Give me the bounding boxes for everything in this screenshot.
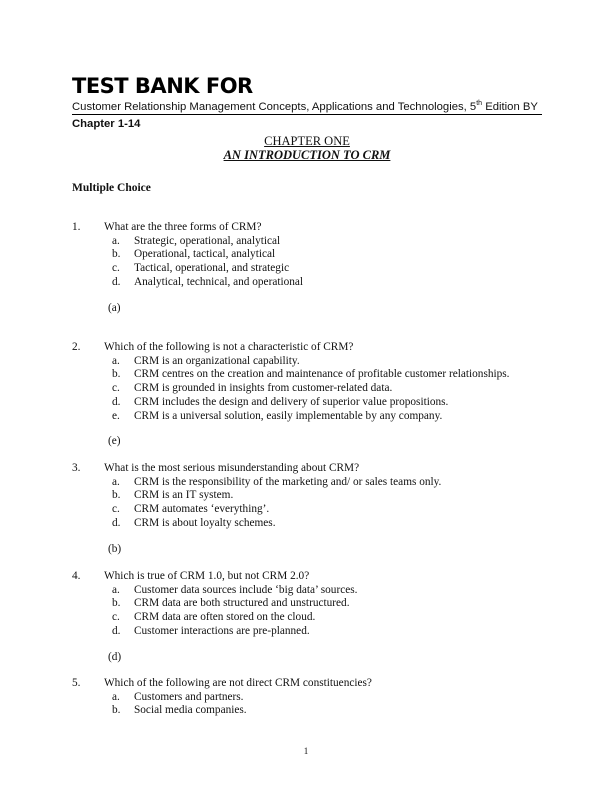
chapter-number: CHAPTER ONE xyxy=(264,134,350,148)
option-letter: b. xyxy=(112,489,121,502)
question-number: 2. xyxy=(72,341,81,353)
option-item xyxy=(72,584,542,598)
edition-superscript: th xyxy=(476,100,483,107)
option-item xyxy=(72,382,542,396)
option-item xyxy=(72,368,542,382)
chapter-title: AN INTRODUCTION TO CRM xyxy=(223,148,391,162)
option-letter: c. xyxy=(112,382,120,395)
option-text: CRM data are often stored on the cloud. xyxy=(134,611,316,624)
option-item xyxy=(72,396,542,410)
question-text: What is the most serious misunderstanding about CRM? xyxy=(104,462,360,474)
question-number: 1. xyxy=(72,221,81,233)
option-letter: a. xyxy=(112,475,120,488)
option-text: Social media companies. xyxy=(134,704,247,717)
option-list xyxy=(72,235,542,290)
subtitle-tail: Edition BY xyxy=(482,100,538,113)
question-1 xyxy=(72,221,542,315)
option-item xyxy=(72,476,542,490)
question-5 xyxy=(72,677,542,718)
option-item xyxy=(72,276,542,290)
question-4 xyxy=(72,570,542,664)
option-text: CRM centres on the creation and maintenance of profitable customer relationships. xyxy=(134,368,510,381)
option-text: Customer data sources include ‘big data’ sources. xyxy=(134,583,358,596)
option-item xyxy=(72,625,542,639)
option-item xyxy=(72,355,542,369)
chapter-range: Chapter 1-14 xyxy=(72,118,141,130)
option-text: CRM includes the design and delivery of superior value propositions. xyxy=(134,395,449,408)
option-item xyxy=(72,410,542,424)
option-text: CRM data are both structured and unstructured. xyxy=(134,597,350,610)
option-item xyxy=(72,517,542,531)
option-letter: d. xyxy=(112,275,121,288)
question-text: Which of the following are not direct CRM constituencies? xyxy=(104,677,372,689)
option-list xyxy=(72,476,542,531)
option-text: Customer interactions are pre-planned. xyxy=(134,624,310,637)
subtitle-text: Customer Relationship Management Concepts, Applications and Technologies, 5 xyxy=(72,100,477,113)
option-item xyxy=(72,235,542,249)
option-item xyxy=(72,248,542,262)
option-text: Customers and partners. xyxy=(134,690,244,703)
option-text: Operational, tactical, analytical xyxy=(134,248,276,261)
option-text: Strategic, operational, analytical xyxy=(134,234,281,247)
answer-key: (b) xyxy=(108,542,122,555)
answer-key: (e) xyxy=(108,435,121,448)
option-letter: a. xyxy=(112,583,120,596)
header-divider xyxy=(72,114,542,115)
book-subtitle xyxy=(72,100,542,113)
option-text: CRM is an organizational capability. xyxy=(134,354,300,367)
option-letter: b. xyxy=(112,597,121,610)
option-item xyxy=(72,611,542,625)
option-list xyxy=(72,584,542,639)
section-heading: Multiple Choice xyxy=(72,182,151,194)
option-letter: c. xyxy=(112,503,120,516)
option-item xyxy=(72,503,542,517)
option-text: CRM is an IT system. xyxy=(134,489,234,502)
option-letter: d. xyxy=(112,395,121,408)
option-letter: b. xyxy=(112,704,121,717)
option-text: Tactical, operational, and strategic xyxy=(134,262,290,275)
option-list xyxy=(72,355,542,424)
option-letter: a. xyxy=(112,690,120,703)
option-letter: c. xyxy=(112,611,120,624)
option-text: CRM is about loyalty schemes. xyxy=(134,516,276,529)
page-number: 1 xyxy=(303,746,309,756)
option-text: CRM automates ‘everything’. xyxy=(134,503,270,516)
option-letter: a. xyxy=(112,354,120,367)
question-number: 3. xyxy=(72,462,81,474)
answer-key: (d) xyxy=(108,650,122,663)
question-2 xyxy=(72,341,542,449)
option-letter: b. xyxy=(112,368,121,381)
question-3 xyxy=(72,462,542,556)
question-text: What are the three forms of CRM? xyxy=(104,221,262,233)
question-text: Which of the following is not a characteristic of CRM? xyxy=(104,341,354,353)
option-letter: d. xyxy=(112,624,121,637)
question-number: 5. xyxy=(72,677,81,689)
option-letter: b. xyxy=(112,248,121,261)
question-text: Which is true of CRM 1.0, but not CRM 2.0? xyxy=(104,570,310,582)
option-letter: d. xyxy=(112,516,121,529)
option-text: CRM is a universal solution, easily implementable by any company. xyxy=(134,409,443,422)
document-title: TEST BANK FOR xyxy=(72,74,253,98)
option-item xyxy=(72,704,542,718)
option-item xyxy=(72,489,542,503)
question-number: 4. xyxy=(72,570,81,582)
option-item xyxy=(72,691,542,705)
option-text: CRM is the responsibility of the marketing and/ or sales teams only. xyxy=(134,475,442,488)
option-letter: c. xyxy=(112,262,120,275)
answer-key: (a) xyxy=(108,301,121,314)
option-text: CRM is grounded in insights from customer-related data. xyxy=(134,382,393,395)
option-text: Analytical, technical, and operational xyxy=(134,275,304,288)
option-item xyxy=(72,597,542,611)
option-letter: e. xyxy=(112,409,120,422)
option-item xyxy=(72,262,542,276)
option-letter: a. xyxy=(112,234,120,247)
option-list xyxy=(72,691,542,718)
